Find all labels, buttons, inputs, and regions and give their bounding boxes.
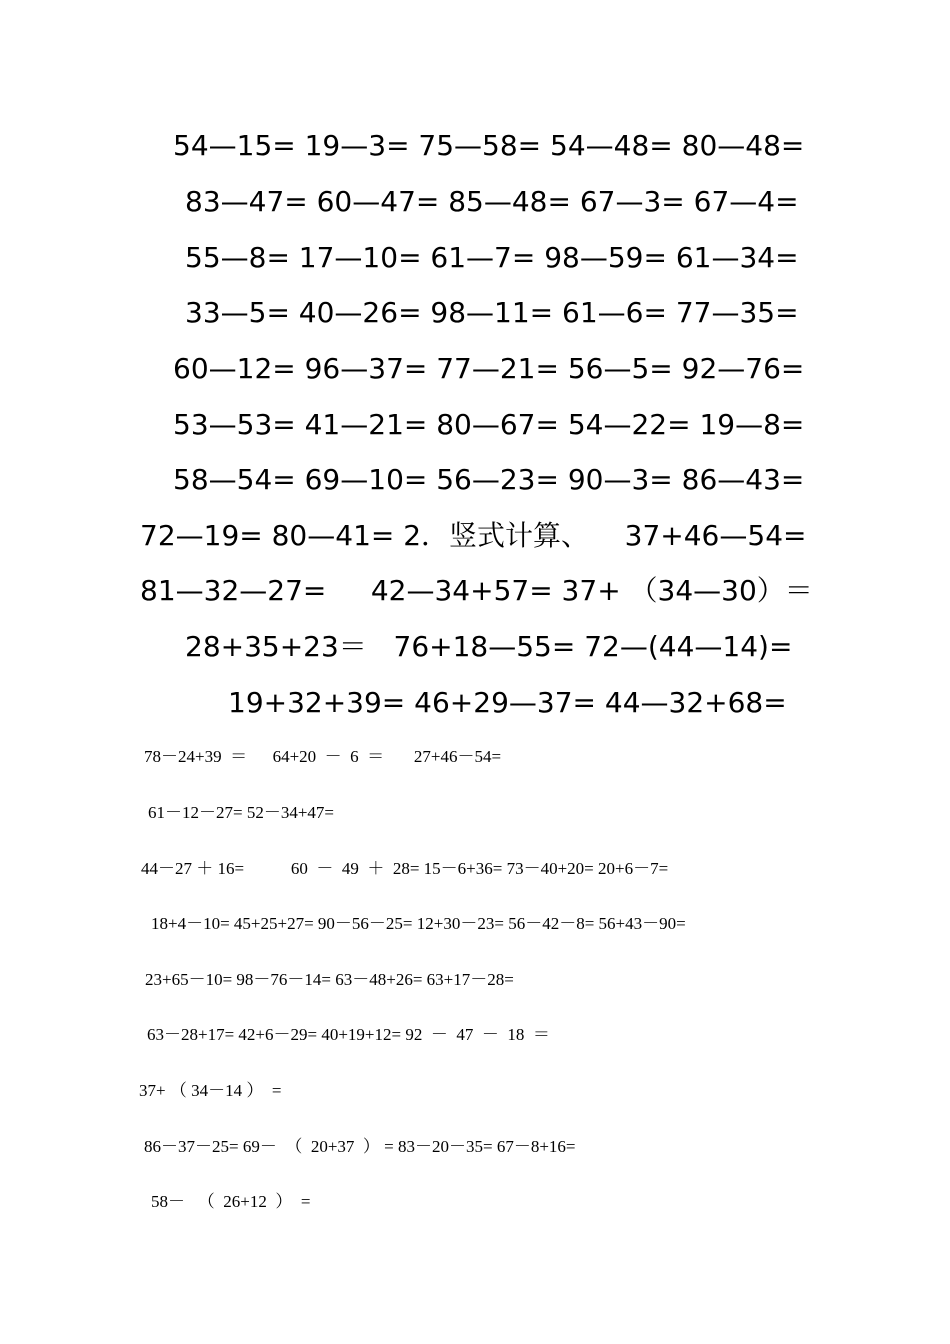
exercise-row-small: 18+4－10= 45+25+27= 90－56－25= 12+30－23= 56－42－8= 56+43－90=	[151, 914, 686, 933]
exercise-row-small: 61－12－27= 52－34+47=	[148, 803, 335, 822]
exercise-row-small: 23+65－10= 98－76－14= 63－48+26= 63+17－28=	[145, 970, 514, 989]
exercise-row-small: 37+ （ 34－14 ） =	[139, 1081, 282, 1100]
exercise-row: 83—47= 60—47= 85—48= 67—3= 67—4=	[185, 185, 799, 218]
exercise-row: 28+35+23＝ 76+18—55= 72—(44—14)=	[185, 630, 793, 663]
exercise-row: 81—32—27= 42—34+57= 37+ （34—30）＝	[140, 574, 813, 607]
exercise-row-small: 86－37－25= 69－ （ 20+37 ） = 83－20－35= 67－8+16=	[144, 1137, 576, 1156]
exercise-row: 19+32+39= 46+29—37= 44—32+68=	[228, 686, 787, 719]
exercise-row-small: 44－27 ＋ 16= 60 － 49 ＋ 28= 15－6+36= 73－40+20= 20+6－7=	[141, 859, 669, 878]
exercise-row: 53—53= 41—21= 80—67= 54—22= 19—8=	[173, 408, 805, 441]
exercise-row-small: 78－24+39 ＝ 64+20 － 6 ＝ 27+46－54=	[144, 747, 502, 766]
exercise-row-small: 63－28+17= 42+6－29= 40+19+12= 92 － 47 － 18 ＝	[147, 1025, 550, 1044]
exercise-row: 55—8= 17—10= 61—7= 98—59= 61—34=	[185, 241, 799, 274]
exercise-row-small: 58－ （ 26+12 ） =	[151, 1192, 311, 1211]
exercise-row: 33—5= 40—26= 98—11= 61—6= 77—35=	[185, 296, 799, 329]
exercise-row: 58—54= 69—10= 56—23= 90—3= 86—43=	[173, 463, 805, 496]
exercise-row: 54—15= 19—3= 75—58= 54—48= 80—48=	[173, 129, 805, 162]
exercise-row: 60—12= 96—37= 77—21= 56—5= 92—76=	[173, 352, 805, 385]
exercise-row-with-heading: 72—19= 80—41= 2．竖式计算、 37+46—54=	[140, 519, 807, 552]
